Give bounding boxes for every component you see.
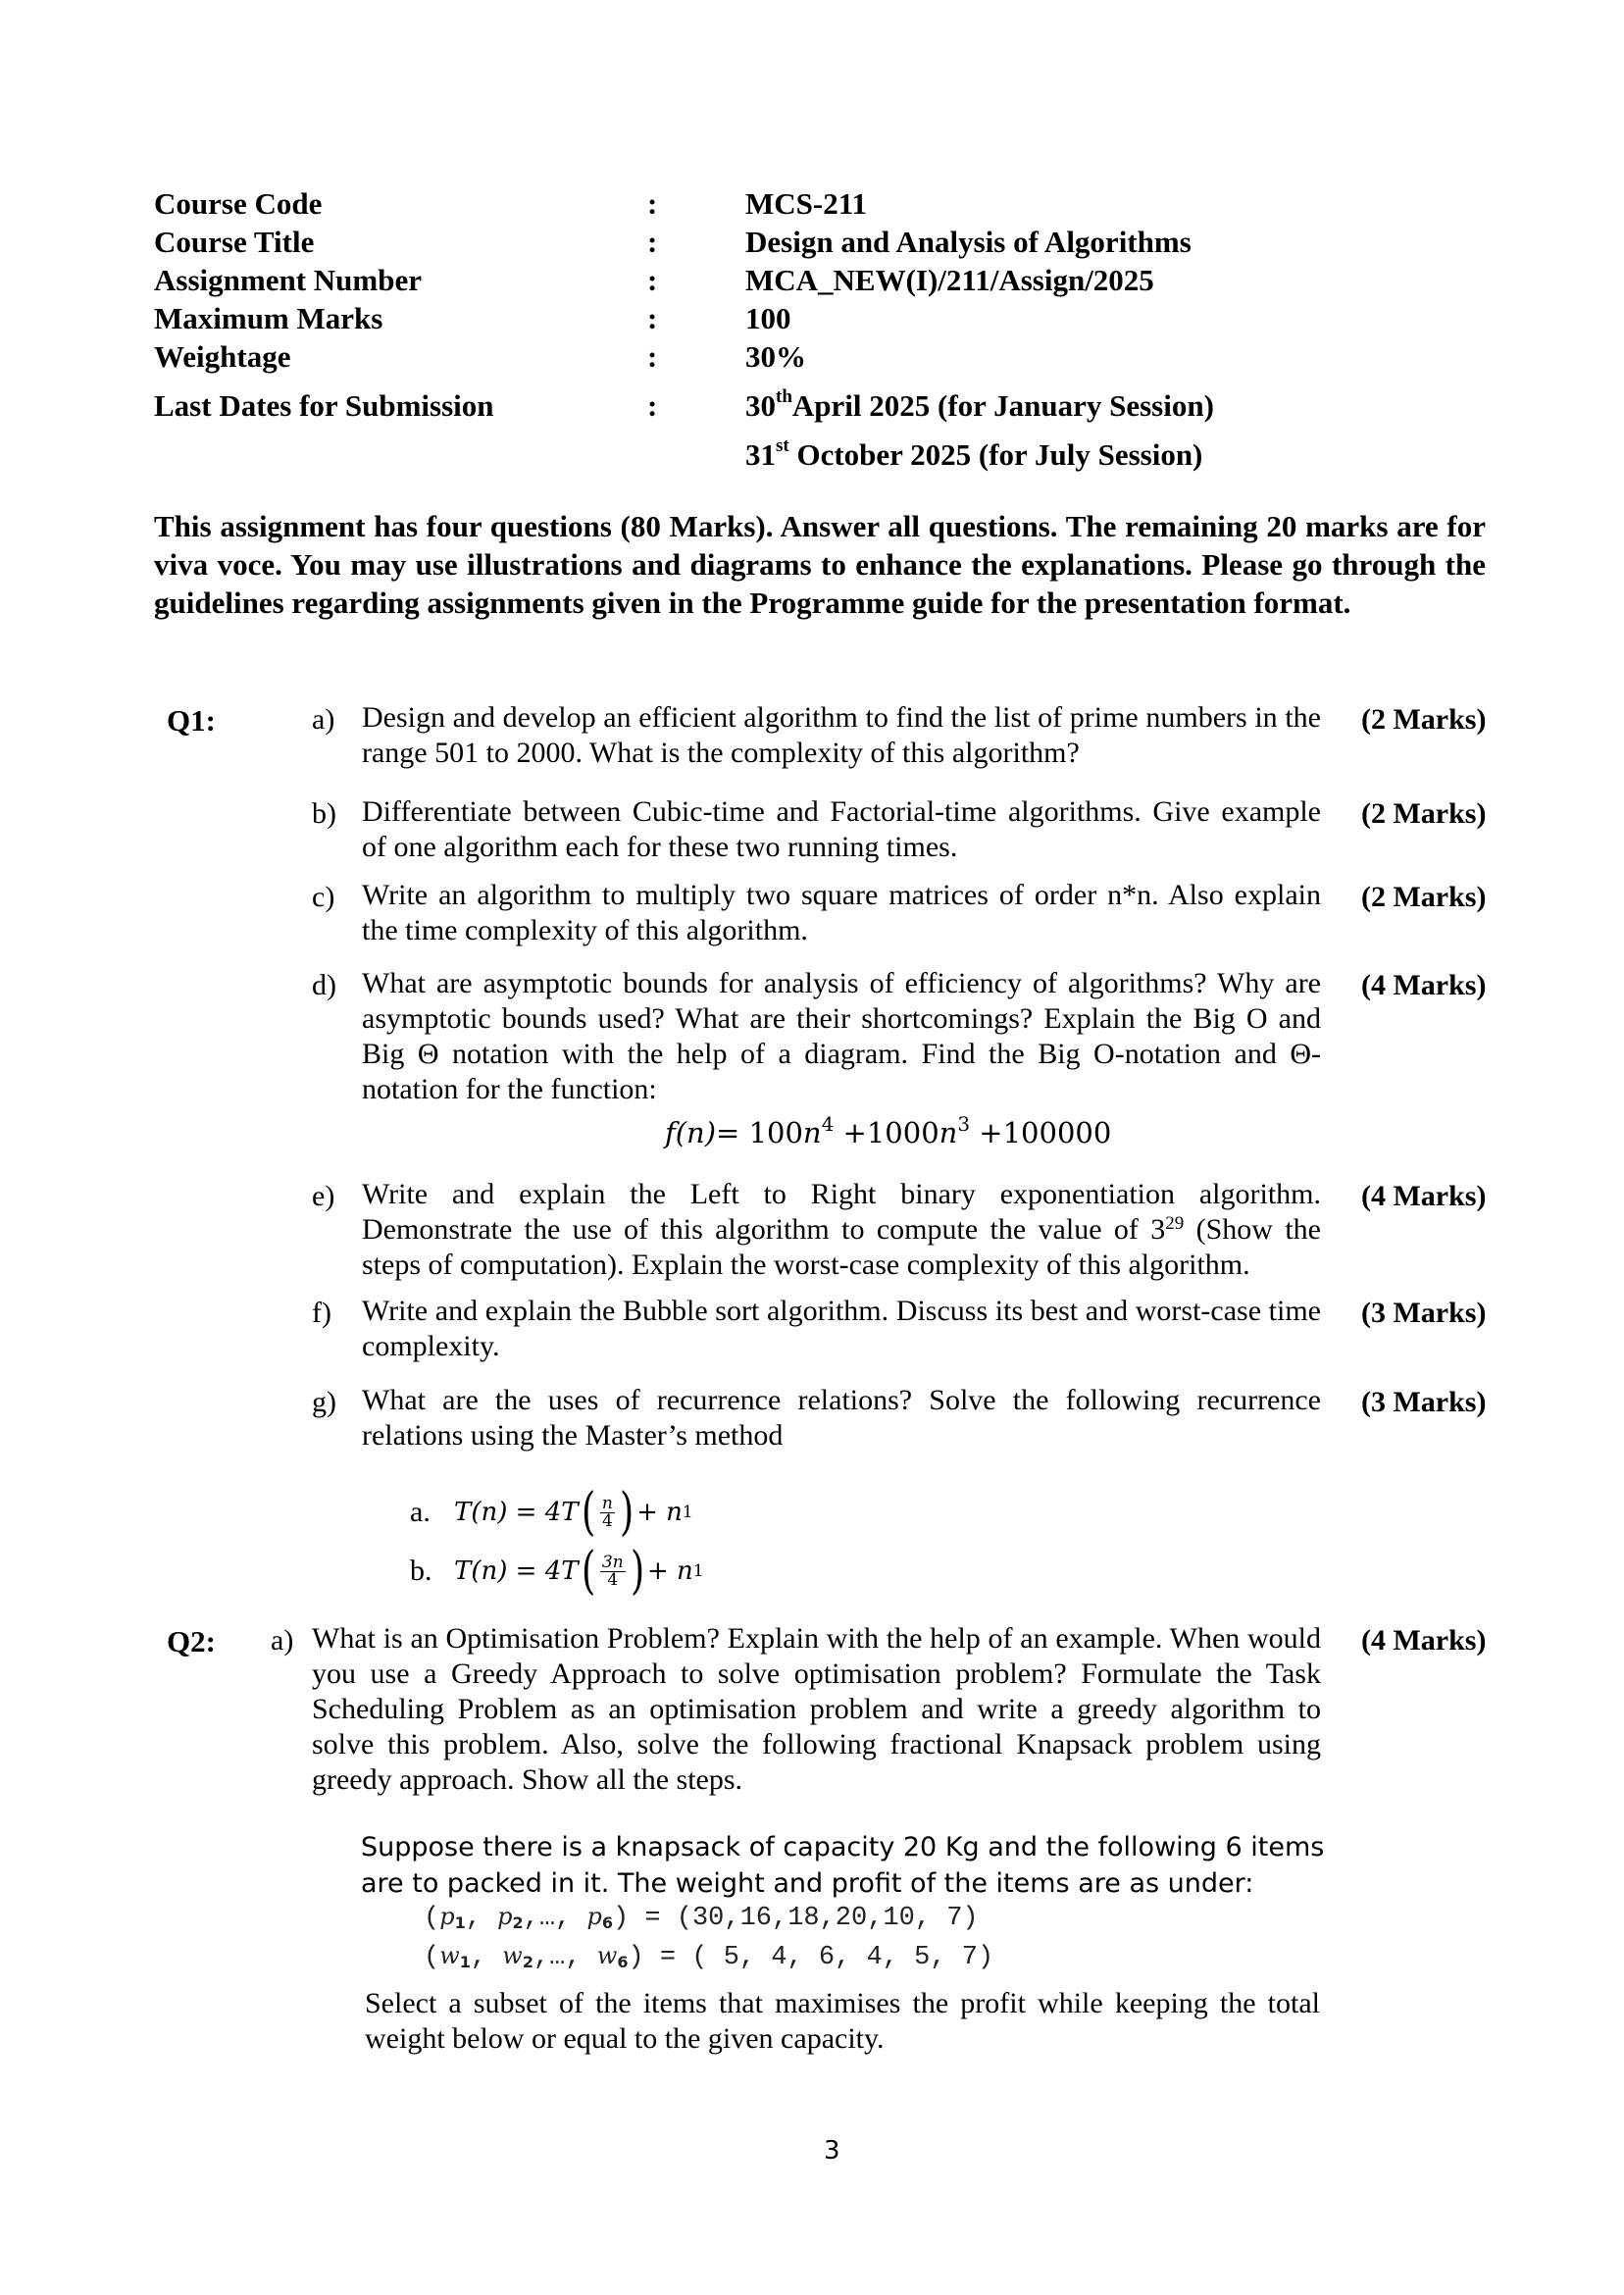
knapsack-select-instruction: Select a subset of the items that maximises the profit while keeping the total weight below or equal to the given capacity. [365, 1987, 1320, 2055]
colon: : [647, 339, 658, 374]
q1d-text: What are asymptotic bounds for analysis of efficiency of algorithms? Why are asymptotic bounds used? What are their shortcomings? Explain the Big O and Big Θ notation with the help of a diagram. Find the Big O-notation and Θ-notation for the function: [362, 967, 1321, 1105]
course-code-value: MCS-211 [745, 186, 867, 221]
q1e-text [362, 1177, 1321, 1283]
knapsack-weights: ($w_1$, $w_2,\dots$, $w_6$) = ( 5, 4, 6, 4, 5, 7) [424, 1942, 994, 1972]
course-title-label: Course Title [154, 225, 315, 259]
fraction-numerator: 3n [601, 1552, 624, 1572]
submission-date-january [745, 388, 1214, 424]
instructions-paragraph: This assignment has four questions (80 Marks). Answer all questions. The remaining 20 marks are for viva voce. You may use illustrations and diagrams to enhance the explanations. Please go through the guidelines regarding assignments given in the Programme guide for the presentation format. [154, 509, 1486, 620]
item-letter: g) [312, 1386, 336, 1418]
left-paren: ( [581, 1542, 595, 1601]
fraction-numerator: n [601, 1493, 613, 1513]
colon: : [647, 186, 658, 221]
assignment-number-value: MCA_NEW(I)/211/Assign/2025 [745, 263, 1154, 297]
fraction-denominator: 4 [607, 1569, 619, 1590]
q1f-text: Write and explain the Bubble sort algorithm. Discuss its best and worst-case time complexity. [362, 1295, 1321, 1362]
recurrence-b [410, 1542, 704, 1601]
page-number: 3 [824, 2136, 840, 2166]
colon: : [647, 388, 658, 423]
colon: : [647, 263, 658, 297]
q1g-marks: (3 Marks) [1361, 1386, 1487, 1418]
formula-lhs: f(n) [665, 1116, 717, 1149]
knapsack-description-line-2: are to packed in it. The weight and profit of the items are as under: [361, 1868, 1254, 1899]
item-letter: b) [312, 797, 336, 830]
var: w [439, 1942, 460, 1969]
formula-exp: 3 [957, 1112, 971, 1136]
fraction [600, 1493, 615, 1531]
q1e-marks: (4 Marks) [1361, 1180, 1487, 1212]
formula-term: +1000 [834, 1116, 939, 1149]
q1a-text: Design and develop an efficient algorithm to find the list of prime numbers in the range 501 to 2000. What is the complexity of this algorithm? [362, 701, 1321, 769]
q1e-text-part: Write and explain the Left to Right binary exponentiation algorithm. Demonstrate the use of this algorithm to compute the value of 3 [362, 1178, 1321, 1246]
knapsack-description-line-1: Suppose there is a knapsack of capacity 20 Kg and the following 6 items [361, 1832, 1325, 1862]
left-paren: ( [581, 1483, 595, 1542]
var: p [586, 1903, 602, 1930]
weightage-value: 30% [745, 339, 806, 374]
q1e-text-part: (Show the steps of computation). Explain the worst-case complexity of this algorithm. [362, 1213, 1321, 1281]
recurrence-label: b. [410, 1555, 432, 1587]
date-suffix: th [776, 386, 792, 407]
subscript: 1 [459, 1953, 471, 1971]
q1e-exponent: 29 [1165, 1213, 1185, 1234]
course-title-value: Design and Analysis of Algorithms [745, 225, 1192, 259]
assignment-number-label: Assignment Number [154, 263, 422, 297]
colon: : [647, 225, 658, 259]
formula-term: = 100 [716, 1116, 803, 1149]
right-paren: ) [619, 1483, 634, 1542]
q1c-text: Write an algorithm to multiply two square matrices of order n*n. Also explain the time complexity of this algorithm. [362, 879, 1321, 946]
date-suffix: st [776, 435, 789, 456]
subscript: 2 [512, 1913, 524, 1932]
big-o-function-formula [665, 1112, 1112, 1149]
formula-exp: 4 [821, 1112, 835, 1136]
knapsack-profits: ($p_1$, $p_2,\dots$, $p_6) = (30,16,18,20,10$, 7) [424, 1903, 979, 1933]
submission-label: Last Dates for Submission [154, 388, 494, 423]
q2a-text: What is an Optimisation Problem? Explain with the help of an example. When would you use a Greedy Approach to solve optimisation problem? Formulate the Task Scheduling Problem as an optimisation problem and write a greedy algorithm to solve this problem. Also, solve the following fractional Knapsack problem using greedy approach. Show all the steps. [312, 1622, 1321, 1796]
fraction-denominator: 4 [601, 1510, 613, 1531]
date-rest: October 2025 (for July Session) [788, 437, 1203, 472]
q1c-marks: (2 Marks) [1361, 881, 1487, 913]
date-day: 31 [745, 437, 776, 472]
recurrence-lhs: T(n) = 4T [454, 1556, 579, 1586]
course-code-label: Course Code [154, 186, 323, 221]
recurrence-lhs: T(n) = 4T [454, 1498, 579, 1527]
profits-values: (30,16,18,20,10, 7) [676, 1904, 979, 1933]
colon: : [647, 301, 658, 335]
formula-term: +100000 [970, 1116, 1112, 1149]
subscript: 2 [522, 1953, 533, 1971]
q1f-marks: (3 Marks) [1361, 1297, 1487, 1329]
item-letter: d) [312, 969, 336, 1001]
recurrence-label: a. [410, 1496, 431, 1528]
submission-date-july [745, 437, 1202, 473]
recurrence-expression: T(n) = 4T ( $\frac{n}{4}$ ) + n 1 [454, 1483, 693, 1542]
recurrence-expression: T(n) = 4T ( $\frac{3n}{4}$ ) + n 1 [454, 1542, 704, 1601]
item-letter: c) [312, 881, 335, 913]
q1g-text: What are the uses of recurrence relations? Solve the following recurrence relations using the Master’s method [362, 1384, 1321, 1452]
question-1-label: Q1: [167, 703, 216, 738]
q1b-text: Differentiate between Cubic-time and Factorial-time algorithms. Give example of one algorithm each for these two running times. [362, 795, 1321, 863]
q1a-marks: (2 Marks) [1361, 703, 1487, 736]
date-rest: April 2025 (for January Session) [791, 388, 1214, 423]
fraction [600, 1552, 626, 1590]
var: p [497, 1903, 513, 1930]
var: w [502, 1942, 523, 1969]
question-2-label: Q2: [167, 1624, 216, 1658]
formula-var: n [802, 1116, 822, 1149]
right-paren: ) [630, 1542, 644, 1601]
item-letter: f) [312, 1297, 331, 1329]
q1d-marks: (4 Marks) [1361, 969, 1487, 1001]
var: p [439, 1903, 455, 1930]
var: w [596, 1942, 618, 1969]
q2a-marks: (4 Marks) [1361, 1624, 1487, 1657]
maximum-marks-value: 100 [745, 301, 791, 335]
formula-var: n [939, 1116, 958, 1149]
date-day: 30 [745, 388, 776, 423]
item-letter: e) [312, 1180, 335, 1212]
item-letter: a) [271, 1624, 294, 1657]
recurrence-a [410, 1483, 693, 1542]
maximum-marks-label: Maximum Marks [154, 301, 383, 335]
weightage-label: Weightage [154, 339, 291, 374]
item-letter: a) [312, 703, 335, 736]
subscript: 1 [454, 1913, 466, 1932]
weights-values: ( 5, 4, 6, 4, 5, 7) [691, 1943, 994, 1972]
recurrence-plus-term: + n [646, 1556, 693, 1586]
subscript: 6 [617, 1953, 629, 1971]
recurrence-plus-term: + n [636, 1498, 683, 1527]
q1b-marks: (2 Marks) [1361, 797, 1487, 830]
subscript: 6 [601, 1913, 613, 1932]
